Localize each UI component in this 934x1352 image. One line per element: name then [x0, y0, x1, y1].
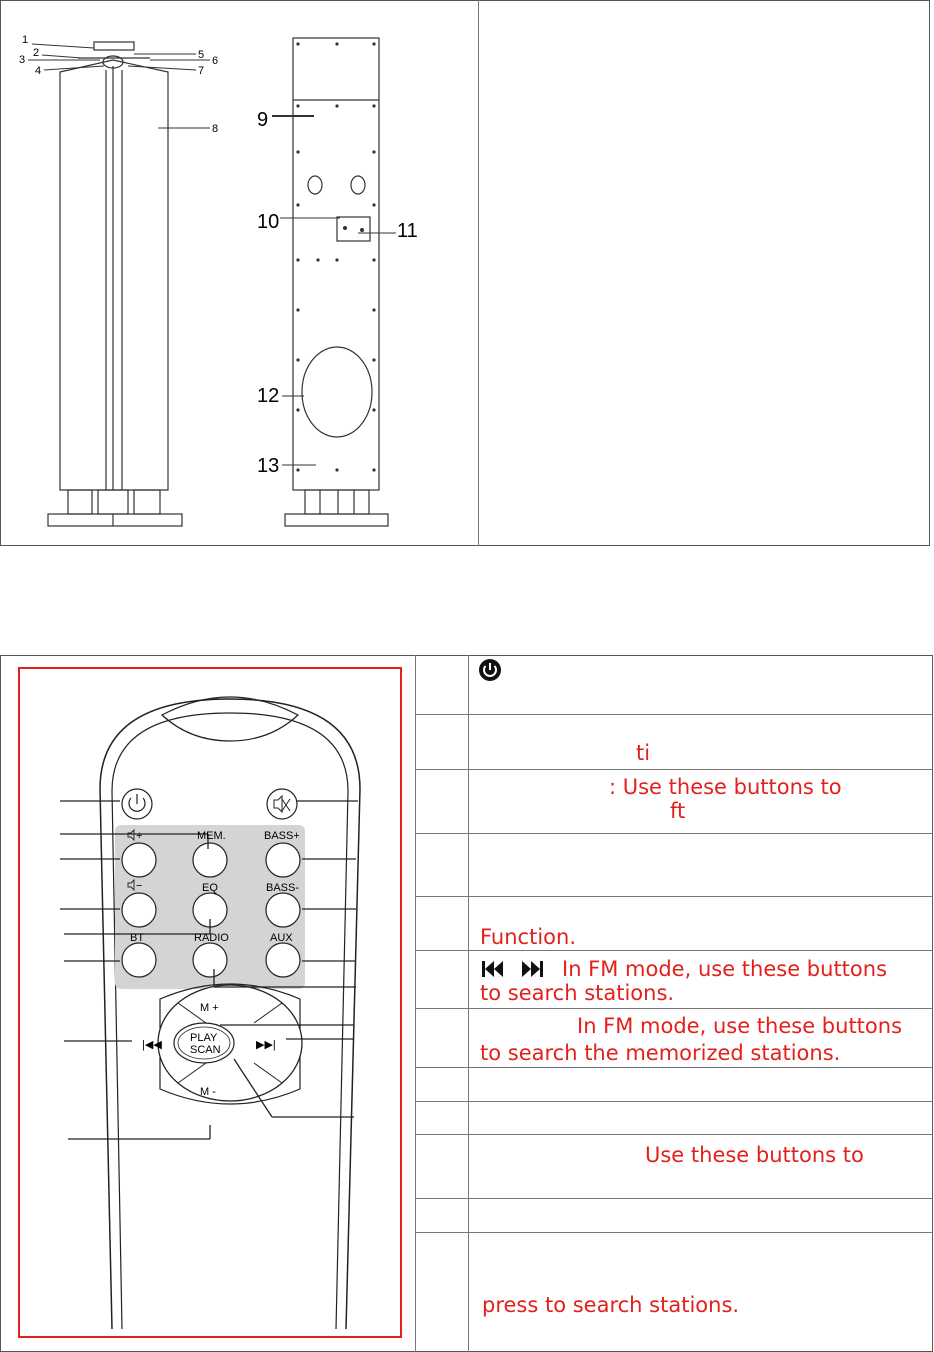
m-plus-button-label: M + [200, 1002, 219, 1014]
eq-button-label: EQ [202, 882, 218, 894]
callout-1: 1 [22, 34, 29, 46]
legend-row10: Use these buttons to [645, 1143, 864, 1167]
legend-row2: ti [636, 741, 651, 765]
remote-control-diagram [20, 669, 400, 1336]
mem-button-label: MEM. [197, 830, 226, 842]
top-table-divider [478, 0, 479, 546]
bt-button-label: BT [130, 932, 145, 944]
callout-9: 9 [257, 109, 269, 131]
scan-button-label: SCAN [190, 1044, 221, 1056]
legend-row12: press to search stations. [482, 1293, 740, 1317]
legend-row3-line1: : Use these buttons to [609, 775, 842, 799]
svg-text:▶▶|: ▶▶| [256, 1039, 276, 1051]
callout-10: 10 [257, 211, 280, 233]
col-divider-2 [468, 655, 469, 1352]
radio-button-label: RADIO [194, 932, 229, 944]
svg-text:+: + [136, 830, 143, 842]
callout-6: 6 [212, 55, 219, 67]
svg-text:−: − [136, 880, 143, 892]
aux-button-label: AUX [270, 932, 293, 944]
legend-row7-line2: to search the memorized stations. [480, 1041, 841, 1065]
play-button-label: PLAY [190, 1032, 218, 1044]
legend-row7-line1: In FM mode, use these buttons [577, 1014, 903, 1038]
speaker-diagram [0, 0, 478, 546]
callout-12: 12 [257, 385, 280, 407]
callout-11: 11 [397, 220, 418, 242]
prev-next-icon [480, 958, 548, 980]
power-icon [478, 658, 502, 682]
bass-minus-button-label: BASS- [266, 882, 300, 894]
callout-3: 3 [19, 54, 26, 66]
m-minus-button-label: M - [200, 1086, 216, 1098]
callout-7: 7 [198, 65, 205, 77]
legend-row5: Function. [480, 925, 576, 949]
callout-13: 13 [257, 455, 280, 477]
svg-text:|◀◀: |◀◀ [142, 1039, 162, 1051]
callout-5: 5 [198, 49, 205, 61]
callout-2: 2 [33, 47, 40, 59]
callout-4: 4 [35, 65, 42, 77]
legend-row6-line1: In FM mode, use these buttons [562, 957, 888, 981]
legend-row6-line2: to search stations. [480, 981, 675, 1005]
bass-plus-button-label: BASS+ [264, 830, 300, 842]
legend-row3-line2: ft [670, 799, 686, 823]
col-divider-1 [415, 655, 416, 1352]
callout-8: 8 [212, 123, 219, 135]
